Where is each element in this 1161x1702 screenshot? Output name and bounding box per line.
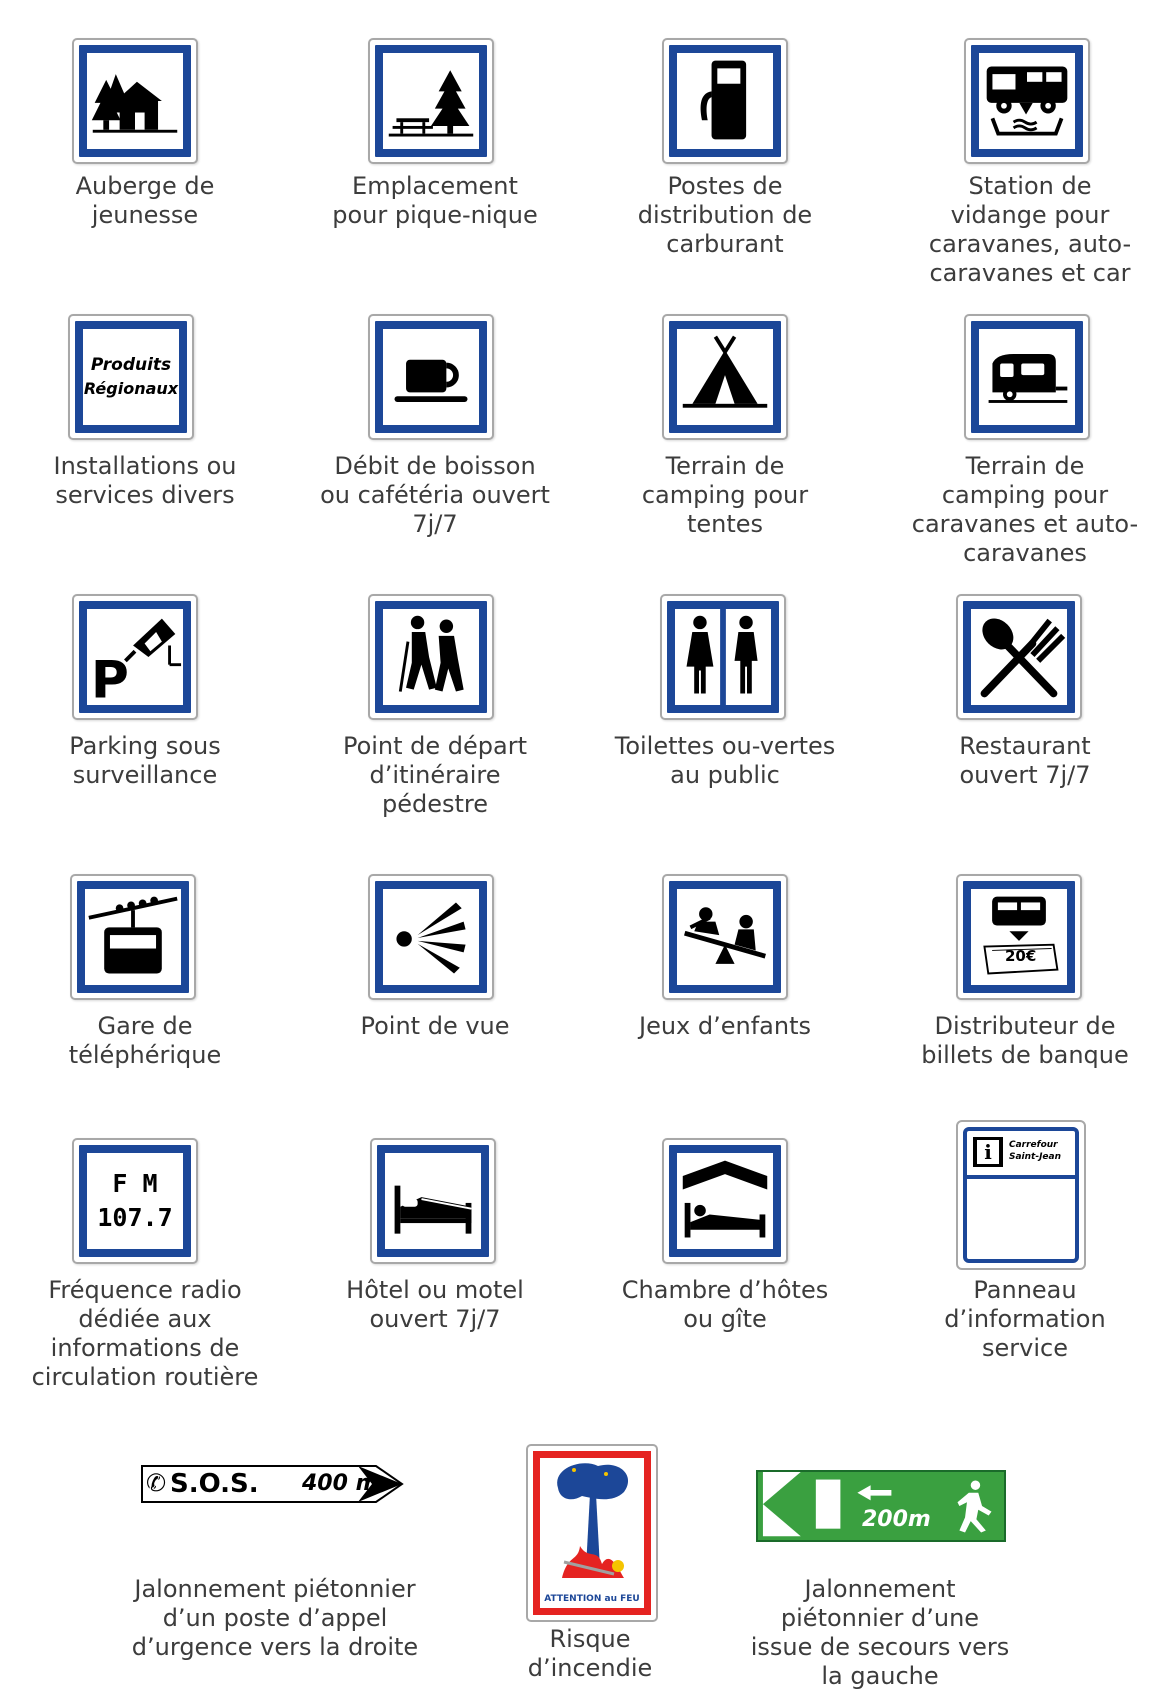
- sign-label: Distributeur de billets de banque: [921, 1012, 1129, 1069]
- tent-sign: [662, 314, 788, 440]
- sos-text: S.O.S.: [170, 1469, 259, 1499]
- viewpoint-sign: [368, 874, 494, 1000]
- atm-icon: [971, 889, 1067, 985]
- regionaux-text: Régionaux: [83, 379, 179, 398]
- sign-label: Débit de boisson ou cafétéria ouvert 7j/7: [320, 452, 550, 538]
- house-trees-icon: [87, 53, 183, 149]
- cable-car-icon: [85, 889, 181, 985]
- toilets-icon: [675, 609, 771, 705]
- exit-distance: 200m: [862, 1507, 931, 1532]
- info-panel-sign: [956, 1120, 1086, 1270]
- info-place-line-2: Saint-Jean: [1009, 1152, 1062, 1162]
- fire-warning-text: ATTENTION au FEU: [544, 1594, 640, 1604]
- svg-text:P: P: [90, 650, 129, 705]
- sign-label: Gare de téléphérique: [68, 1012, 222, 1069]
- hotel-sign: [370, 1138, 496, 1264]
- sign-label: Jeux d’enfants: [638, 1012, 811, 1040]
- hikers-icon: [383, 609, 479, 705]
- tent-icon: [677, 329, 773, 425]
- fuel-pump-icon: [677, 53, 773, 149]
- emergency-exit-sign: [756, 1470, 1006, 1542]
- info-place-line-1: Carrefour: [1009, 1140, 1058, 1150]
- info-panel-icon: [973, 1137, 1003, 1167]
- coffee-cup-icon: [383, 329, 479, 425]
- radio-sign: [72, 1138, 198, 1264]
- fork-spoon-icon: [971, 609, 1067, 705]
- guest-room-sign: [662, 1138, 788, 1264]
- sign-label: Auberge de jeunesse: [75, 172, 215, 229]
- phone-icon: ✆: [146, 1469, 167, 1497]
- toilets-sign: [660, 594, 786, 720]
- fuel-sign: [662, 38, 788, 164]
- sign-label: Restaurant ouvert 7j/7: [959, 732, 1091, 789]
- fire-tree-icon: [540, 1458, 644, 1608]
- sign-label: Parking sous surveillance: [69, 732, 221, 789]
- sign-label: Point de départ d’itinéraire pédestre: [342, 732, 528, 818]
- atm-amount: 20€: [1005, 947, 1037, 965]
- frequency-text: 107.7: [97, 1203, 173, 1232]
- camper-drain-icon: [979, 53, 1075, 149]
- sign-label: Emplacement pour pique-nique: [332, 172, 538, 229]
- coffee-sign: [368, 314, 494, 440]
- seesaw-icon: [677, 889, 773, 985]
- guest-room-icon: [677, 1153, 773, 1249]
- sign-label: Fréquence radio dédiée aux informations de circulation routière: [31, 1276, 259, 1391]
- sign-label: Hôtel ou motel ouvert 7j/7: [346, 1276, 524, 1333]
- caravan-icon: [979, 329, 1075, 425]
- sign-label: Terrain de camping pour tentes: [641, 452, 809, 538]
- sign-label: Toilettes ou-vertes au public: [614, 732, 836, 789]
- sos-label: Jalonnement piétonnier d’un poste d’appel d’urgence vers la droite: [131, 1575, 419, 1661]
- regional-products-icon: [83, 329, 179, 425]
- regional-products-sign: [68, 314, 194, 440]
- restaurant-sign: [956, 594, 1082, 720]
- exit-label: Jalonnement piétonnier d’une issue de secours vers la gauche: [750, 1575, 1010, 1690]
- produits-text: Produits: [90, 355, 172, 375]
- info-letter: i: [977, 1140, 999, 1164]
- fm-text: F M: [112, 1169, 158, 1198]
- sos-distance: 400 m: [302, 1471, 379, 1496]
- fire-label: Risque d’incendie: [527, 1625, 653, 1682]
- sign-label: Postes de distribution de carburant: [637, 172, 813, 258]
- cable-car-sign: [70, 874, 196, 1000]
- picnic-sign: [368, 38, 494, 164]
- camper-drain-sign: [964, 38, 1090, 164]
- cctv-parking-icon: [87, 609, 183, 705]
- picnic-table-icon: [383, 53, 479, 149]
- sign-label: Panneau d’information service: [944, 1276, 1106, 1362]
- atm-sign: [956, 874, 1082, 1000]
- sos-sign: [140, 1464, 406, 1504]
- auberge-sign: [72, 38, 198, 164]
- sign-label: Point de vue: [360, 1012, 510, 1040]
- caravan-sign: [964, 314, 1090, 440]
- sign-label: Installations ou services divers: [53, 452, 237, 509]
- playground-sign: [662, 874, 788, 1000]
- parking-cctv-sign: [72, 594, 198, 720]
- sign-label: Station de vidange pour caravanes, auto-caravanes et car: [928, 172, 1132, 287]
- sign-label: Chambre d’hôtes ou gîte: [621, 1276, 829, 1333]
- radio-frequency-icon: [87, 1153, 183, 1249]
- fire-risk-sign: [526, 1444, 658, 1622]
- bed-icon: [385, 1153, 481, 1249]
- viewpoint-icon: [383, 889, 479, 985]
- sign-label: Terrain de camping pour caravanes et auto-caravanes: [911, 452, 1139, 567]
- hiking-sign: [368, 594, 494, 720]
